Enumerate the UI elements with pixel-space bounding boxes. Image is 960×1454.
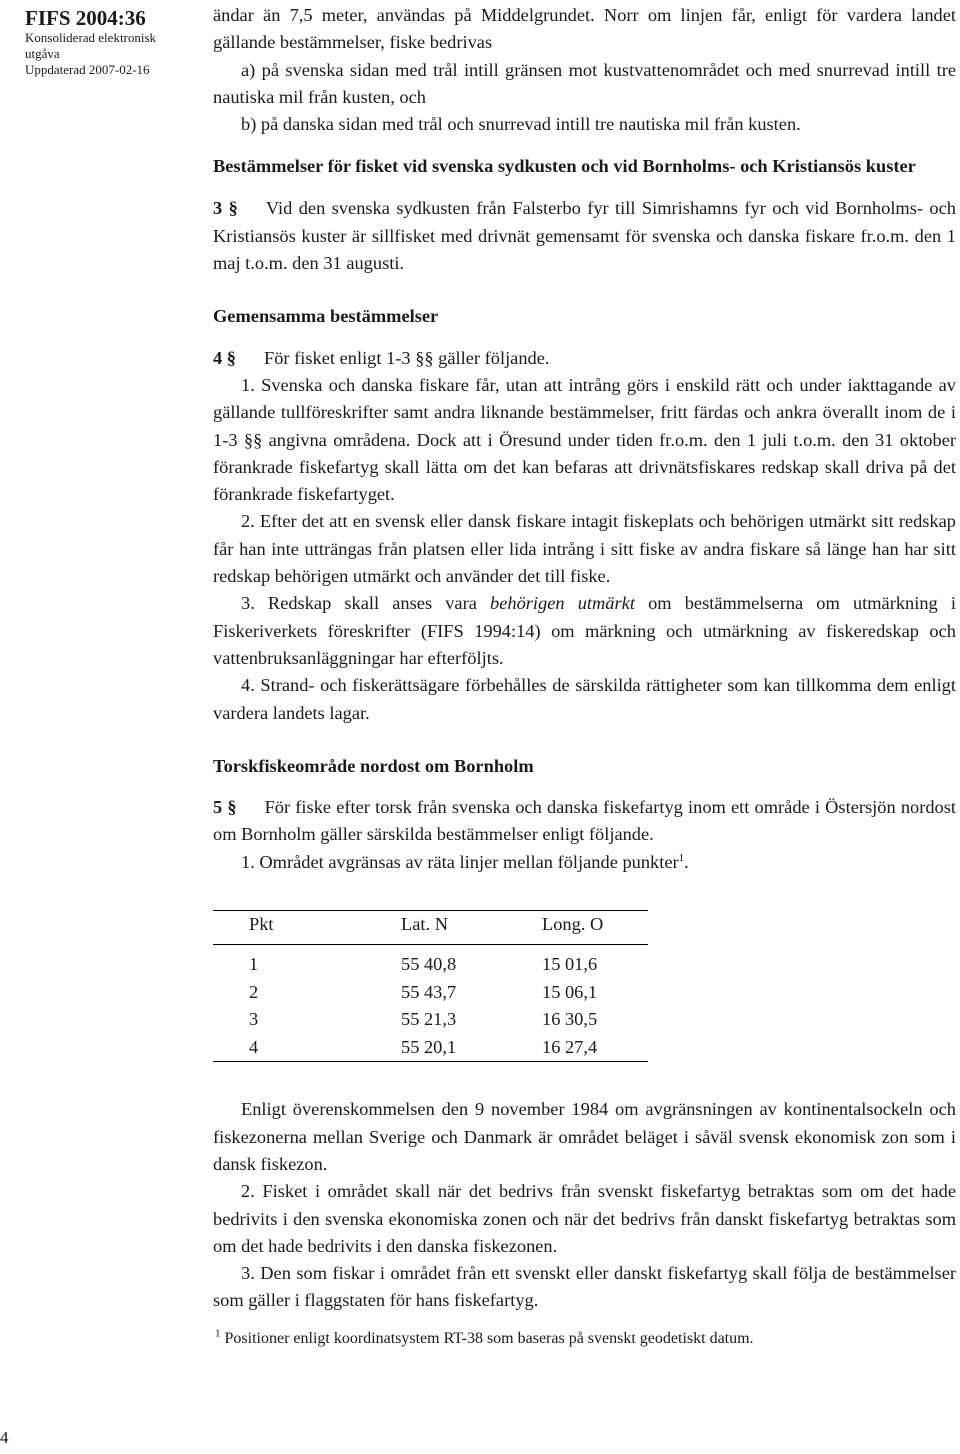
coordinates-table	[213, 910, 648, 1062]
table-header-row	[213, 911, 648, 945]
section-heading-torskfiske: Torskfiskeområde nordost om Bornholm	[213, 755, 534, 776]
column-header-pkt: Pkt	[213, 911, 401, 945]
list-item-b: b) på danska sidan med trål och snurrevad intill tre nautiska mil från kusten.	[241, 114, 801, 135]
edition-label: Konsoliderad elektronisk	[25, 30, 157, 45]
section-4-item-2: 2. Efter det att en svensk eller dansk fiskare intagit fiskeplats och behörigen utmärkt sitt redskap får han inte utträngas från platsen eller lida intrång i sitt fiske av andra fiskare så länge han har sitt redskap behörigen utmärkt och använder det till fiske.	[213, 511, 956, 587]
cell-pkt: 3	[249, 1009, 259, 1030]
section-heading-sydkusten: Bestämmelser för fisket vid svenska sydkusten och vid Bornholms- och Kristiansös kuster	[213, 156, 916, 177]
section-number-3: 3 §	[213, 198, 238, 219]
list-item-a: a) på svenska sidan med trål intill gränsen mot kustvattenområdet och med snurrevad intill tre nautiska mil från kusten, och	[213, 59, 956, 107]
footnote-mark: 1	[215, 1327, 221, 1340]
cell-lat: 55 43,7	[401, 981, 457, 1002]
paragraph-agreement: Enligt överenskommelsen den 9 november 1984 om avgränsningen av kontinentalsockeln och fiskezonerna mellan Sverige och Danmark är området beläget i såväl svensk ekonomisk zon som i dansk fiskezon.	[213, 1099, 956, 1174]
item-3-emphasis: behörigen utmärkt	[490, 593, 635, 614]
section-3-text: Vid den svenska sydkusten från Falsterbo fyr till Simrishamns fyr och vid Bornholms- och Kristiansös kuster är sillfisket med drivnät gemensamt för svenska och danska fiskare fr.o.m. den 1 maj t.o.m. den 31 augusti.	[213, 198, 956, 274]
document-body	[213, 2, 956, 1349]
cell-lat: 55 20,1	[401, 1034, 542, 1062]
section-4-item-1: 1. Svenska och danska fiskare får, utan att intrång görs i enskild rätt och under iakttagande av gällande tullföreskrifter samt andra liknande bestämmelser, fritt färdas och ankra överallt inom de i 1-3 §§ angivna områdena. Dock att i Öresund under tiden fr.o.m. den 1 juli t.o.m. den 31 oktober förankrade fiskefartyg skall lätta om det kan befaras att drivnätsfiskares redskap skall driva på det förankrade fiskefartyget.	[213, 374, 956, 505]
cell-lat: 55 40,8	[401, 954, 457, 975]
column-header-long: Long. O	[542, 911, 648, 945]
table-row	[213, 1006, 648, 1034]
paragraph-section-4	[213, 345, 956, 372]
section-number-5: 5 §	[213, 797, 237, 818]
cell-long: 15 01,6	[542, 954, 598, 975]
cell-pkt: 4	[213, 1034, 401, 1062]
section-4-item-4: 4. Strand- och fiskerättsägare förbehålles de särskilda rättigheter som kan tillkomma dem enligt vardera landets lagar.	[213, 675, 956, 723]
item-3-end: om bestämmelserna om utmärkning i Fiskeriverkets föreskrifter (FIFS 1994:14) om märkning och utmärkning av fiskeredskap och vattenbruksanläggningar har efterföljts.	[213, 593, 956, 668]
document-margin-header	[25, 6, 205, 78]
section-5-item-3: 3. Den som fiskar i området från ett svenskt eller danskt fiskefartyg skall följa de bestämmelser som gäller i flaggstaten för hans fiskefartyg.	[213, 1263, 956, 1311]
section-number-4: 4 §	[213, 347, 236, 368]
table-row	[213, 979, 648, 1007]
paragraph-intro: ändar än 7,5 meter, användas på Middelgrundet. Norr om linjen får, enligt för vardera landet gällande bestämmelser, fiske bedrivas	[213, 5, 956, 53]
section-5-item-1: 1. Området avgränsas av räta linjer mellan följande punkter$^1$.	[241, 851, 689, 872]
section-heading-gemensamma: Gemensamma bestämmelser	[213, 306, 439, 327]
edition-label-cont: utgåva	[25, 46, 60, 61]
table-row	[213, 1034, 648, 1062]
table-row	[213, 945, 648, 979]
section-5-text: För fiske efter torsk från svenska och danska fiskefartyg inom ett område i Östersjön nordost om Bornholm gäller särskilda bestämmelser enligt följande.	[213, 797, 956, 845]
page-number: 4	[0, 1428, 9, 1447]
item-1-text: 1. Området avgränsas av räta linjer mellan följande punkter	[241, 851, 679, 872]
column-header-lat: Lat. N	[401, 911, 542, 945]
cell-pkt: 1	[249, 954, 259, 975]
footnote-ref: 1	[678, 851, 685, 864]
paragraph-section-5	[213, 794, 956, 849]
paragraph-section-3	[213, 195, 956, 277]
footnote-text: Positioner enligt koordinatsystem RT-38 som baseras på svenskt geodetiskt datum.	[220, 1329, 754, 1347]
section-4-item-3	[213, 590, 956, 672]
section-5-item-2: 2. Fisket i området skall när det bedrivs från svenskt fiskefartyg betraktas som om det hade bedrivits i den svenska ekonomiska zonen och när det bedrivs från danskt fiskefartyg betraktas som om det hade bedrivits i den danska fiskezonen.	[213, 1181, 956, 1256]
cell-long: 15 06,1	[542, 981, 598, 1002]
cell-long: 16 30,5	[542, 1009, 598, 1030]
document-code: FIFS 2004:36	[25, 6, 146, 30]
item-3-start: 3. Redskap skall anses vara	[241, 593, 491, 614]
cell-long: 16 27,4	[542, 1034, 648, 1062]
footnote	[213, 1329, 956, 1349]
section-4-text: För fisket enligt 1-3 §§ gäller följande.	[264, 347, 550, 368]
cell-lat: 55 21,3	[401, 1009, 457, 1030]
cell-pkt: 2	[249, 981, 259, 1002]
updated-date: Uppdaterad 2007-02-16	[25, 62, 150, 77]
